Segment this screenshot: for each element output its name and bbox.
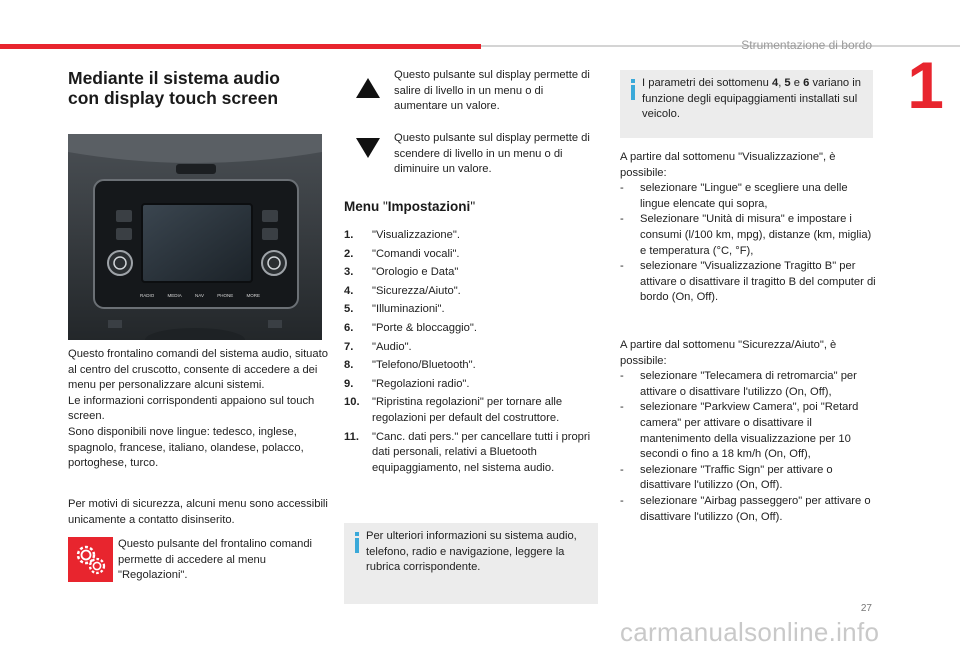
submenu-number: 6	[803, 77, 810, 89]
list-item: - selezionare "Visualizzazione Tragitto B" per attivare o disattivare il tragitto B del computer di bordo (On, Off).	[620, 259, 876, 306]
phone-button[interactable]: PHONE	[217, 293, 234, 298]
info-box-more-text: Per ulteriori informazioni su sistema audio, telefono, radio e navigazione, leggere la rubrica corrispondente.	[366, 530, 577, 574]
gear-icon	[68, 537, 113, 582]
menu-heading-main: Impostazioni	[387, 199, 471, 214]
list-item	[344, 228, 596, 244]
safety-submenu-list	[620, 369, 876, 525]
info-text-part: variano in funzione degli equipaggiamenti installati sul veicolo.	[642, 77, 861, 121]
display-submenu-block	[620, 150, 876, 306]
list-item-text: "Comandi vocali".	[372, 247, 460, 260]
info-text-part: e	[790, 77, 804, 89]
intro-paragraph-2: Le informazioni corrispondenti appaiono sul touch screen.	[68, 394, 315, 423]
header-grey-bar	[481, 45, 960, 47]
list-item	[344, 395, 596, 426]
more-button[interactable]: MORE	[246, 293, 260, 298]
info-icon	[351, 532, 363, 553]
settings-button-text: Questo pulsante del frontalino comandi permette di accedere al menu "Regolazioni".	[118, 538, 313, 582]
up-button-text: Questo pulsante sul display permette di salire di livello in un menu o di aumentare un valore.	[394, 69, 590, 113]
audio-panel-photo	[68, 134, 322, 340]
safety-submenu-block	[620, 338, 876, 525]
list-item-number: 8.	[344, 359, 354, 372]
down-arrow-icon	[356, 138, 380, 158]
list-item: - selezionare "Traffic Sign" per attivare o disattivare l'utilizzo (On, Off).	[620, 463, 876, 494]
list-item-text: "Orologio e Data"	[372, 266, 459, 279]
list-item-number: 7.	[344, 340, 354, 353]
list-item	[344, 265, 596, 281]
list-item-number: 4.	[344, 284, 354, 297]
info-icon	[627, 79, 639, 100]
list-item-number: 11.	[344, 430, 359, 443]
list-item	[344, 358, 596, 374]
submenu-number: 4	[771, 77, 779, 89]
list-item: - Selezionare "Unità di misura" e impostare i consumi (l/100 km, mpg), distanze (km, miglia) e temperatura (°C, °F),	[620, 212, 876, 259]
info-box-submenus	[620, 70, 873, 138]
list-item-number: 2.	[344, 247, 354, 260]
list-item	[344, 302, 596, 318]
audio-panel-illustration	[68, 134, 322, 340]
list-item-text: "Ripristina regolazioni" per tornare alle regolazioni per default del costruttore.	[372, 396, 563, 424]
down-button-text: Questo pulsante sul display permette di scendere di livello in un menu o di diminuire un valore.	[394, 132, 590, 176]
radio-button[interactable]: RADIO	[140, 293, 155, 298]
display-submenu-intro: A partire dal sottomenu "Visualizzazione", è possibile:	[620, 151, 836, 179]
list-item-number: 5.	[344, 303, 354, 316]
list-item-number: 10.	[344, 396, 360, 409]
list-item-text: "Audio".	[372, 340, 412, 353]
intro-paragraph-1: Questo frontalino comandi del sistema audio, situato al centro del cruscotto, consente di accedere a dei menu per personalizzare alcuni sistemi.	[68, 348, 328, 392]
list-item: - selezionare "Airbag passeggero" per attivare o disattivare l'utilizzo (On, Off).	[620, 494, 876, 525]
list-item-number: 1.	[344, 229, 354, 241]
list-item-text: "Illuminazioni".	[372, 303, 445, 316]
list-item-text: "Canc. dati pers." per cancellare tutti i propri dati personali, relativi a Bluetooth equipaggiamento, nel sistema audio.	[372, 430, 591, 474]
safety-submenu-intro: A partire dal sottomenu "Sicurezza/Aiuto", è possibile:	[620, 339, 837, 367]
list-item: - selezionare "Parkview Camera", poi "Retard camera" per attivare o disattivare il mantenimento della visualizzazione per 10 secondi o fino a 18 km/h (On, Off),	[620, 400, 876, 462]
safety-paragraph: Per motivi di sicurezza, alcuni menu sono accessibili unicamente a contatto disinserito.	[68, 498, 328, 526]
nav-button[interactable]: NAV	[195, 293, 204, 298]
menu-heading	[344, 199, 604, 214]
page-number: 27	[860, 603, 872, 614]
submenu-number: 5	[784, 77, 791, 89]
title-line-2: con display touch screen	[68, 88, 279, 108]
info-text-part: I parametri dei sottomenu	[642, 77, 772, 89]
list-item	[344, 321, 596, 337]
list-item	[344, 247, 596, 263]
info-box-more	[344, 523, 598, 604]
list-item-text: "Telefono/Bluetooth".	[372, 359, 476, 372]
header-red-bar	[0, 44, 481, 49]
watermark: carmanualsonline.info	[620, 617, 880, 647]
list-item: - selezionare "Telecamera di retromarcia" per attivare o disattivare l'utilizzo (On, Off),	[620, 369, 876, 400]
menu-heading-prefix: Menu	[344, 199, 383, 214]
settings-menu-list	[344, 228, 596, 479]
display-submenu-list	[620, 181, 876, 306]
list-item	[344, 284, 596, 300]
list-item	[344, 430, 596, 477]
list-item-text: "Visualizzazione".	[372, 229, 460, 241]
intro-text	[68, 347, 330, 472]
list-item-text: "Porte & bloccaggio".	[372, 321, 477, 334]
title-line-1: Mediante il sistema audio	[68, 68, 280, 88]
info-text-part: ,	[778, 77, 785, 89]
list-item	[344, 340, 596, 356]
list-item	[344, 377, 596, 393]
list-item-text: "Regolazioni radio".	[372, 377, 470, 390]
settings-button-icon	[68, 537, 113, 582]
panel-button-row	[140, 293, 260, 298]
menu-heading-open-quote: "	[383, 199, 388, 214]
list-item-text: "Sicurezza/Aiuto".	[372, 284, 461, 297]
list-item: - selezionare "Lingue" e scegliere una delle lingue elencate qui sopra,	[620, 181, 876, 212]
menu-heading-close-quote: "	[470, 199, 476, 214]
media-button[interactable]: MEDIA	[167, 293, 182, 298]
page-title	[68, 68, 328, 108]
list-item-number: 6.	[344, 321, 354, 334]
chapter-number: 1	[907, 48, 944, 122]
list-item-number: 9.	[344, 377, 354, 390]
info-box-submenus-text	[642, 76, 867, 123]
intro-paragraph-3: Sono disponibili nove lingue: tedesco, inglese, spagnolo, francese, italiano, olandese, polacco, portoghese, turco.	[68, 425, 304, 470]
section-title: Strumentazione di bordo	[741, 38, 872, 52]
up-arrow-icon	[356, 78, 380, 98]
list-item-number: 3.	[344, 266, 354, 279]
